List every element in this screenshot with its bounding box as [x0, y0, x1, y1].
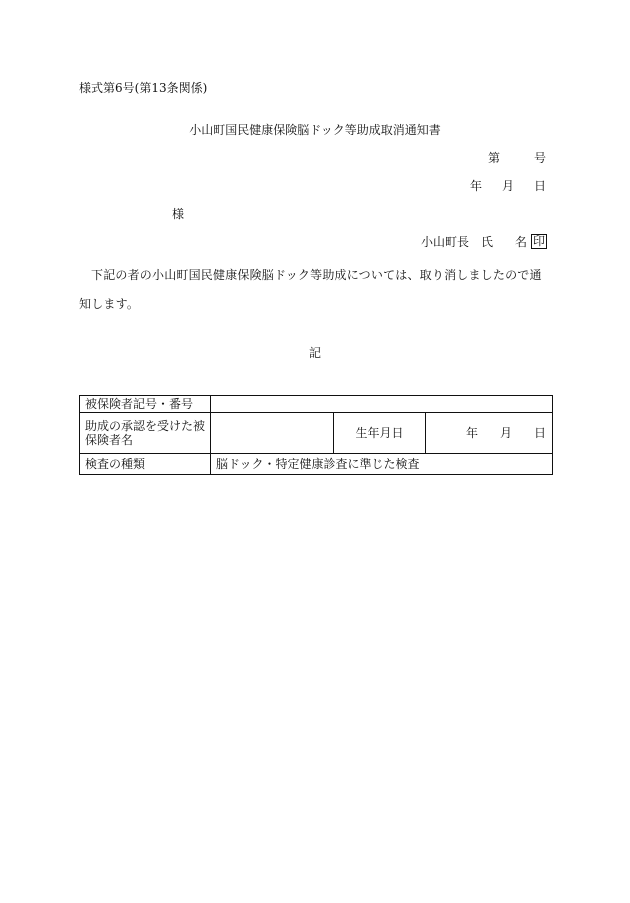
addressee-suffix: 様: [172, 207, 185, 221]
number-prefix: 第: [487, 151, 500, 165]
table-row: [80, 454, 553, 475]
date-day: 日: [533, 179, 546, 193]
issue-date-line: [470, 179, 546, 193]
table-row: [80, 396, 553, 413]
document-number-line: [488, 151, 546, 165]
issuer-shi: 氏: [480, 234, 493, 249]
issuer-mei: 名: [514, 234, 527, 249]
insured-number-label: 被保険者記号・番号: [80, 396, 211, 413]
number-suffix: 号: [533, 151, 546, 165]
form-number: 様式第6号(第13条関係): [79, 81, 208, 95]
details-table: [79, 395, 553, 475]
exam-type-label: 検査の種類: [80, 454, 211, 475]
table-row: [80, 413, 553, 454]
date-month: 月: [501, 179, 514, 193]
dob-day: 日: [534, 426, 547, 440]
birth-date-value: [426, 413, 553, 454]
dob-month: 月: [500, 426, 513, 440]
recipient-name-value: [211, 413, 334, 454]
notice-body-text: 下記の者の小山町国民健康保険脳ドック等助成については、取り消しましたので通知します。: [79, 268, 542, 311]
exam-type-value: 脳ドック・特定健康診査に準じた検査: [211, 454, 553, 475]
recipient-name-label: 助成の承認を受けた被保険者名: [80, 413, 211, 454]
issuer-title: 小山町長: [420, 234, 469, 249]
date-year: 年: [469, 179, 482, 193]
insured-number-value: [211, 396, 553, 413]
issuer-line: [421, 234, 547, 249]
seal-mark: 印: [532, 234, 545, 248]
ki-heading: 記: [308, 346, 321, 360]
birth-date-label: 生年月日: [334, 413, 426, 454]
document-title: 小山町国民健康保険脳ドック等助成取消通知書: [189, 123, 441, 137]
dob-year: 年: [465, 426, 478, 440]
